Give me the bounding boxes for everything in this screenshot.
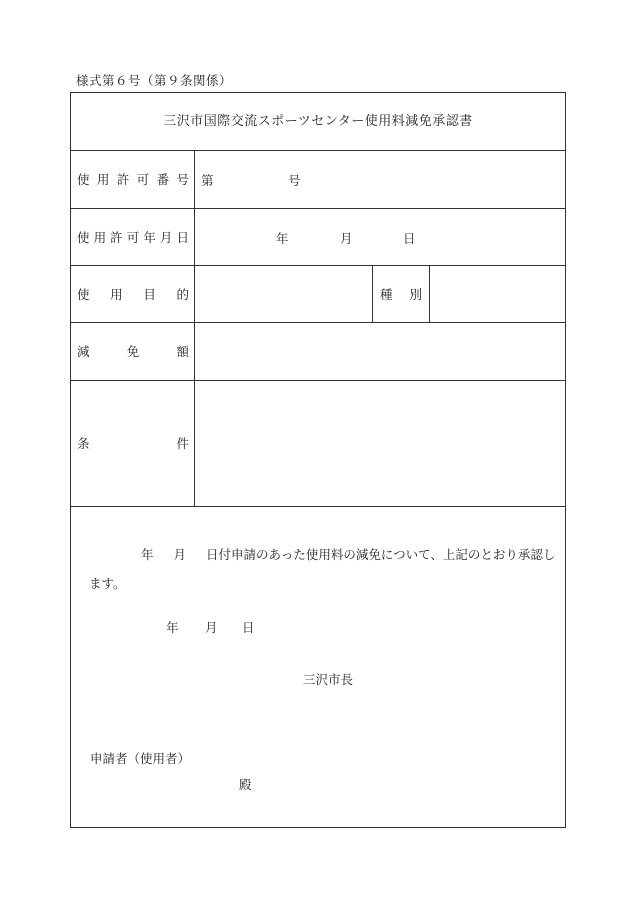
approval-date-year: 年 <box>166 620 179 635</box>
issuer: 三沢市長 <box>303 672 354 687</box>
approval-statement <box>89 540 559 598</box>
permit-date-year: 年 <box>276 231 289 246</box>
conditions-label: 条 件 <box>77 436 189 451</box>
permit-number-suffix: 号 <box>288 173 301 188</box>
permit-date-label: 使 用 許 可 年 月 日 <box>77 229 189 245</box>
permit-date-day: 日 <box>403 231 416 246</box>
permit-number-label: 使 用 許 可 番 号 <box>77 172 189 187</box>
reduction-amount-label: 減 免 額 <box>77 344 189 359</box>
reduction-amount-field[interactable] <box>195 322 566 380</box>
statement-text: 日付申請のあった使用料の減免について、上記のとおり承認します。 <box>89 547 556 591</box>
permit-date-field[interactable] <box>195 208 566 265</box>
permit-number-prefix: 第 <box>201 173 214 188</box>
permit-number-field[interactable] <box>195 150 566 208</box>
honorific: 殿 <box>239 777 252 792</box>
approval-date-month: 月 <box>205 620 218 635</box>
permit-date-month: 月 <box>340 231 353 246</box>
approval-form <box>70 92 566 828</box>
type-label: 種 別 <box>380 286 422 302</box>
purpose-label: 使 用 目 的 <box>77 286 189 302</box>
statement-month: 月 <box>173 547 187 562</box>
approval-date-day: 日 <box>242 620 255 635</box>
type-field[interactable] <box>430 265 566 322</box>
purpose-field[interactable] <box>195 265 372 322</box>
type-column-divider <box>372 265 373 323</box>
form-title: 三沢市国際交流スポーツセンター使用料減免承認書 <box>163 114 473 129</box>
conditions-field[interactable] <box>195 380 566 506</box>
statement-year: 年 <box>141 547 154 562</box>
form-number: 様式第６号（第９条関係） <box>76 73 233 88</box>
row-divider <box>71 506 565 507</box>
applicant-label: 申請者（使用者） <box>90 751 191 766</box>
